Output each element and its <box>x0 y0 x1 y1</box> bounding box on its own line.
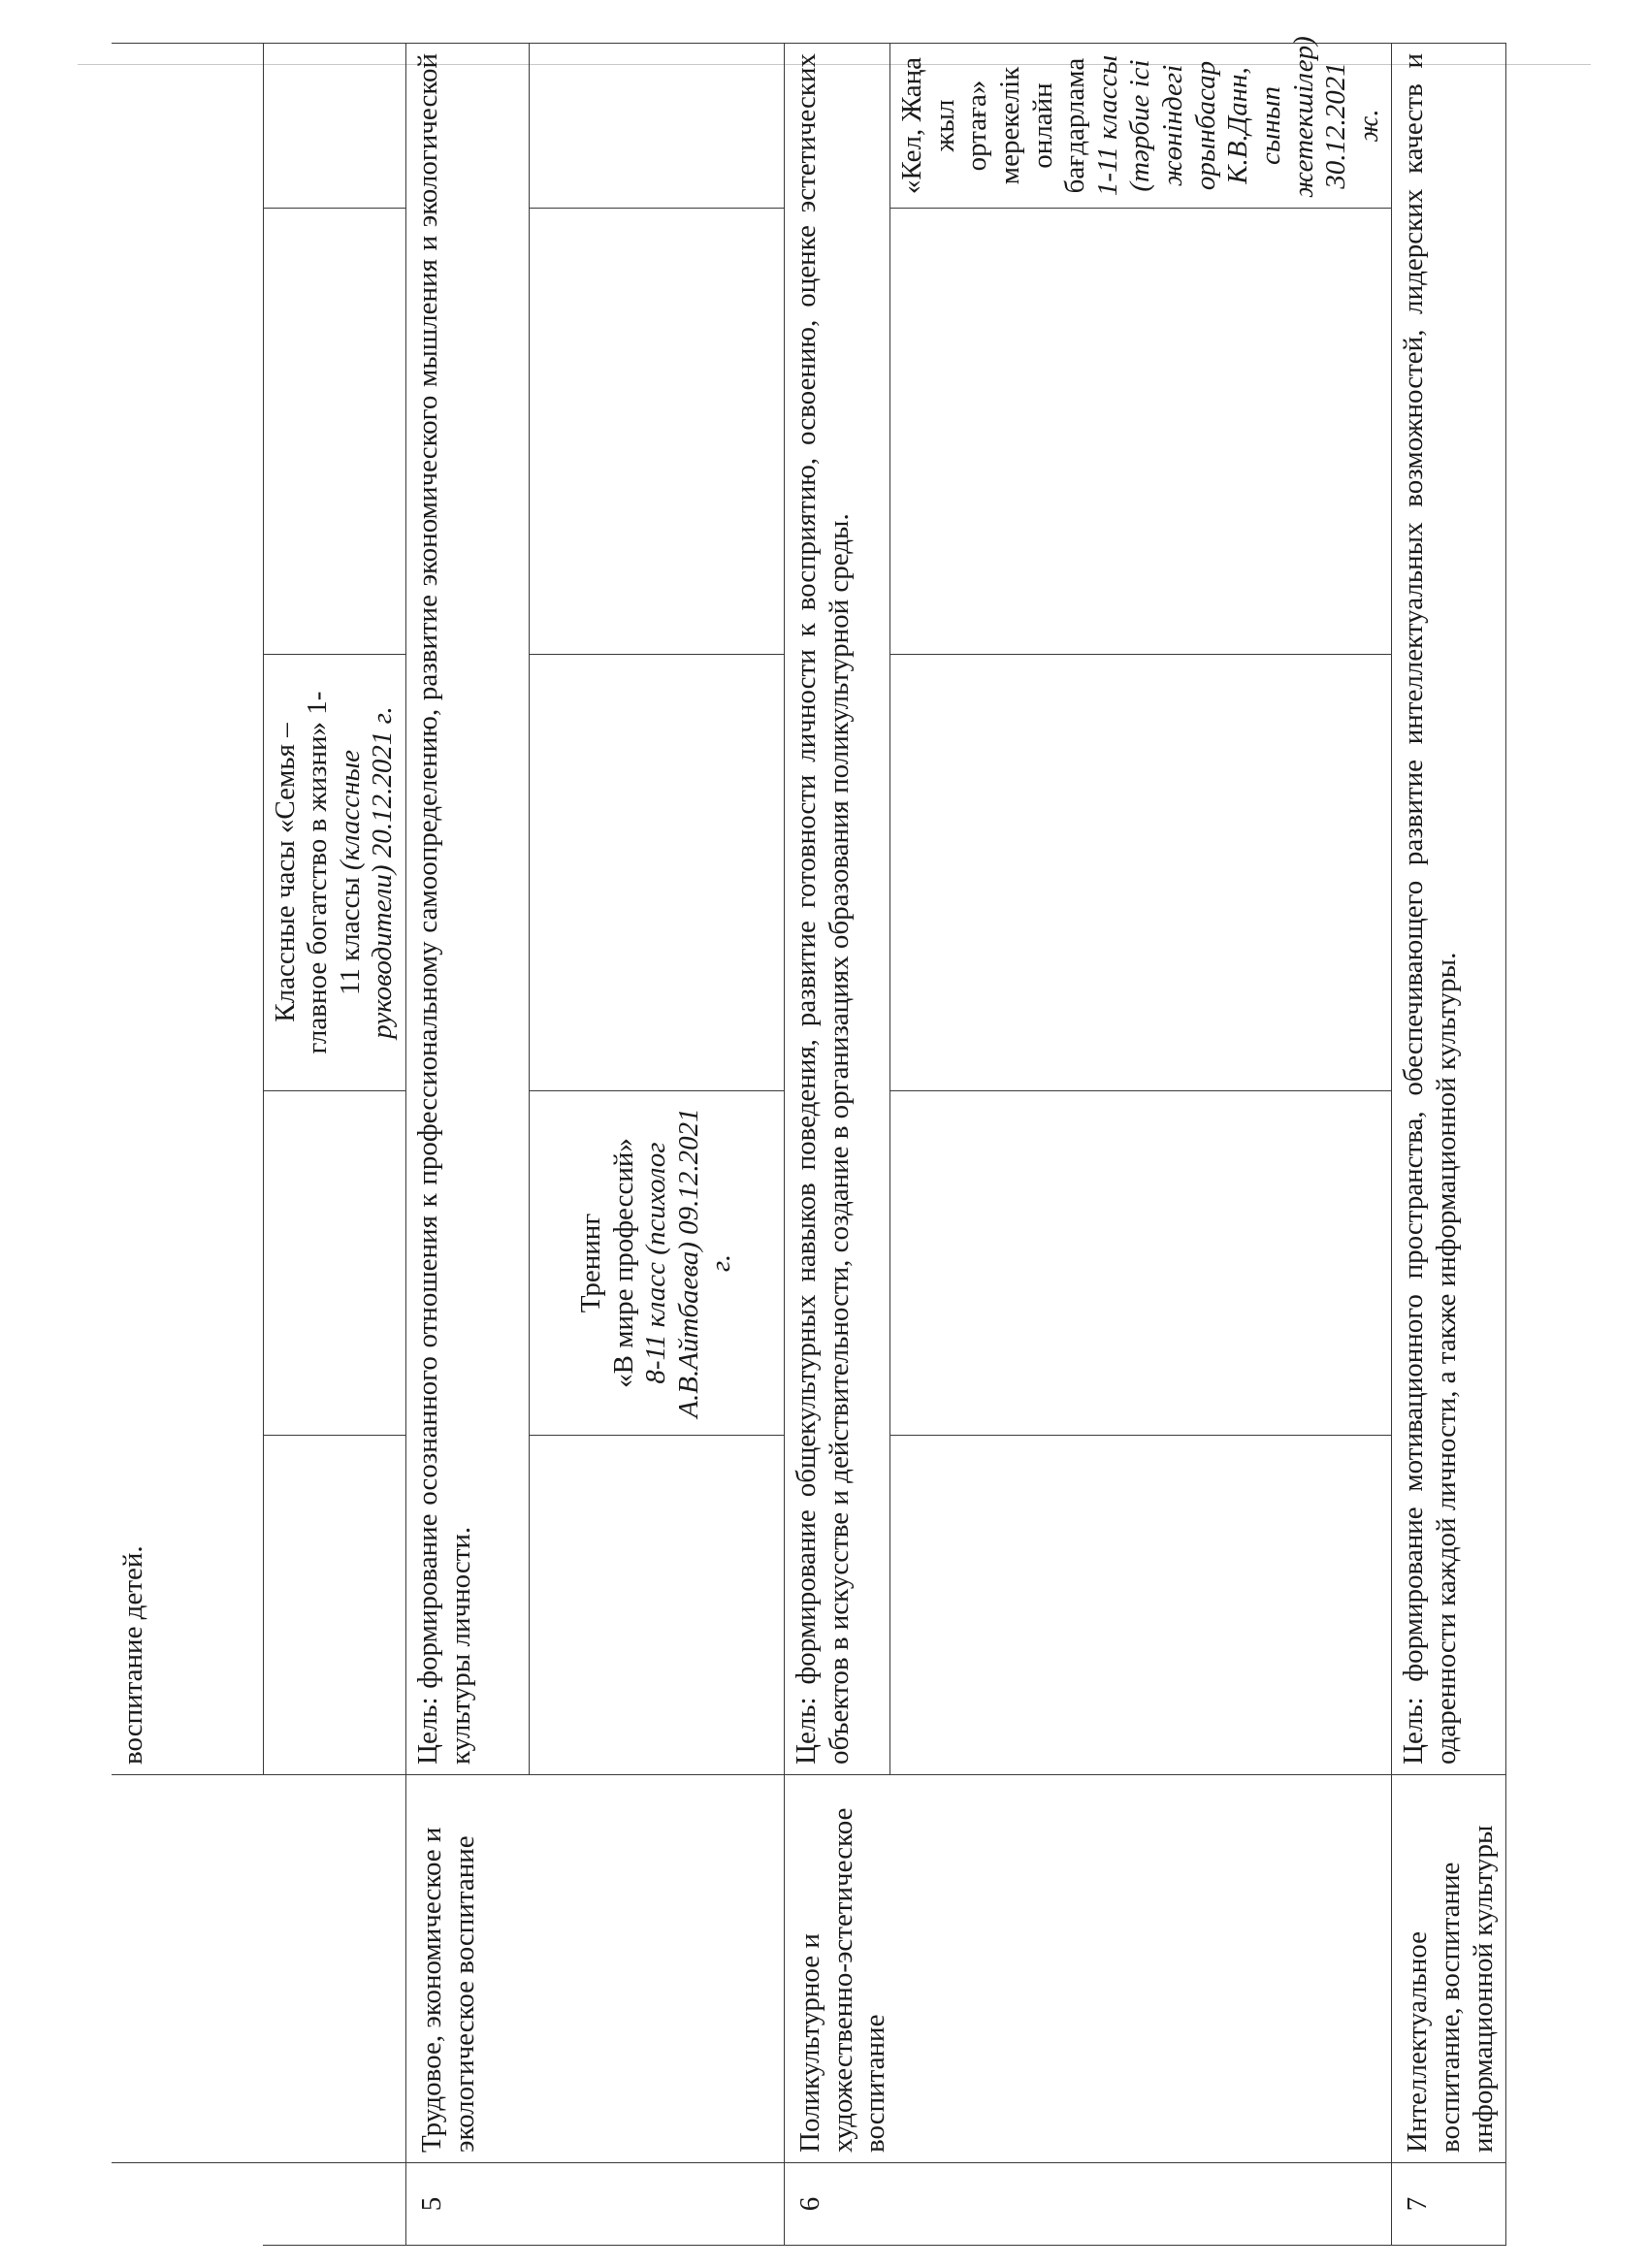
activity-cell <box>263 1436 406 1775</box>
activity-cell-family-class-hours <box>263 655 406 1091</box>
activity-cell-training <box>530 1091 785 1436</box>
activity-cell <box>890 1091 1392 1436</box>
activity-name: «Кел, Жаңа жыл ортаға» <box>896 56 993 195</box>
goal-cell <box>406 44 530 1775</box>
table-row-section-6-goal <box>785 44 890 2246</box>
activity-participants: 11 классы <box>334 877 366 996</box>
goal-cell <box>1392 44 1506 1775</box>
goal-text: Цель: формирование общекультурных навыков поведения, развитие готовности личности к восприятию, освоению, оценке эстетических объектов в искусстве и действительности, создание в организациях образования поликультурной среды. <box>791 53 855 1765</box>
table-row-section-7-goal <box>1392 44 1506 2246</box>
direction-cell <box>1392 1775 1506 2163</box>
activity-responsible: К.В.Данн, сынып <box>1222 67 1286 184</box>
activity-title: Тренинг <box>574 1213 606 1313</box>
activity-name: «В мире профессий» <box>607 1138 639 1388</box>
direction-cell <box>785 1775 1392 2163</box>
table-row-section-5-goal <box>406 44 530 2246</box>
activity-cell <box>530 1436 785 1775</box>
activity-line: Классные часы «Семья – <box>269 723 301 1022</box>
direction-cell <box>263 1775 406 2163</box>
activity-cell <box>263 209 406 655</box>
goal-text: воспитание детей. <box>117 1545 148 1765</box>
education-plan-table <box>112 36 1506 2246</box>
table-row-continuation <box>112 44 263 2246</box>
activity-cell-new-year-program <box>890 36 1392 209</box>
activity-cell <box>263 1091 406 1436</box>
direction-text: Интеллектуальное воспитание, воспитание информационной культуры <box>1402 1825 1499 2153</box>
direction-cell <box>406 1775 785 2163</box>
section-number <box>785 2163 1392 2246</box>
goal-cell <box>112 44 263 1775</box>
section-number-text: 7 <box>1402 2196 1434 2212</box>
activity-cell <box>530 655 785 1091</box>
activity-cell <box>530 44 785 209</box>
activity-line <box>335 664 400 1081</box>
activity-date: 30.12.2021 ж. <box>1320 62 1384 189</box>
activity-participants: 8-11 класс (психолог <box>640 1142 672 1384</box>
direction-cell <box>112 1775 263 2163</box>
activity-responsible: жөніндегі орынбасар <box>1157 60 1221 191</box>
activity-line: мерекелік онлайн <box>993 66 1058 185</box>
rotated-table-sheet <box>112 36 1499 2246</box>
activity-cell <box>890 655 1392 1091</box>
number-cell <box>263 2163 406 2246</box>
direction-text: Трудовое, экономическое и экологическое воспитание <box>416 1827 480 2153</box>
direction-text: Поликультурное и художественно-эстетическое воспитание <box>794 1807 891 2153</box>
activity-cell <box>530 209 785 655</box>
table-row-prev-activities <box>263 44 406 2246</box>
goal-text: Цель: формирование мотивационного пространства, обеспечивающего развитие интеллектуальных возможностей, лидерских качеств и одаренности каждой личности, а также информационной культуры. <box>1398 53 1462 1765</box>
activity-responsible: жетекшілер) <box>1287 36 1319 198</box>
activity-responsible: А.В.Айтбаева) 09.12.2021 г. <box>672 1108 737 1418</box>
activity-cell <box>263 44 406 209</box>
activity-participants: 1-11 классы (тәрбие ісі <box>1091 54 1156 197</box>
activity-line: главное богатство в жизни» 1- <box>302 691 334 1054</box>
section-number <box>1392 2163 1506 2246</box>
section-number <box>406 2163 785 2246</box>
activity-cell <box>890 209 1392 655</box>
activity-responsible: (классные руководители) 20.12.2021 г. <box>334 706 399 1039</box>
section-number-text: 5 <box>416 2196 447 2212</box>
activity-cell <box>890 1436 1392 1775</box>
number-cell <box>112 2163 263 2246</box>
goal-text: Цель: формирование осознанного отношения к профессиональному самоопределению, развитие экономического мышления и экологической культуры личности. <box>412 53 476 1765</box>
section-number-text: 6 <box>794 2196 825 2212</box>
goal-cell <box>785 44 890 1775</box>
activity-line: бағдарлама <box>1059 57 1091 194</box>
